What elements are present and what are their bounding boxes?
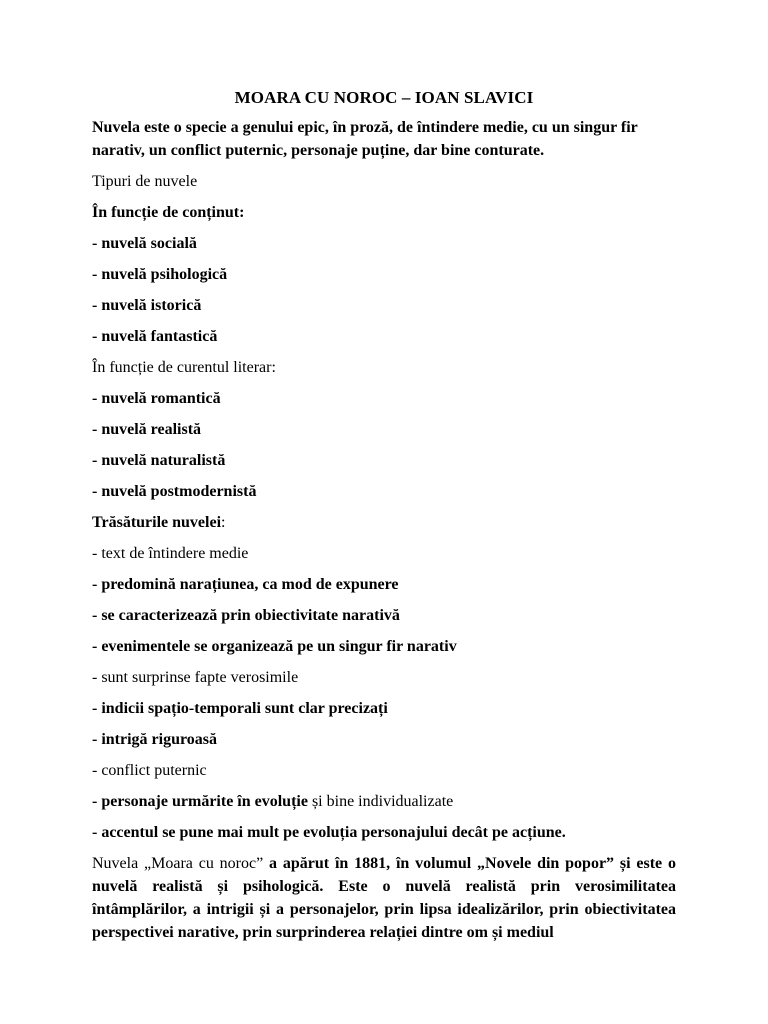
trait-item: - indicii spațio-temporali sunt clar precizați: [92, 700, 388, 717]
current-item: - nuvelă postmodernistă: [92, 483, 257, 500]
trait-item: - accentul se pune mai mult pe evoluția personajului decât pe acțiune.: [92, 824, 566, 841]
traits-heading-colon: :: [221, 514, 226, 531]
document-title: MOARA CU NOROC – IOAN SLAVICI: [234, 88, 534, 107]
current-item: - nuvelă naturalistă: [92, 452, 226, 469]
content-heading: În funcție de conținut:: [92, 204, 245, 221]
final-paragraph-start: Nuvela „Moara cu noroc”: [92, 855, 264, 872]
trait-item: - text de întindere medie: [92, 545, 249, 562]
content-item: - nuvelă socială: [92, 235, 197, 252]
trait-item: - conflict puternic: [92, 762, 207, 779]
types-heading: Tipuri de nuvele: [92, 173, 198, 190]
document-page: [92, 86, 676, 944]
trait-item-regular: și bine individualizate: [307, 793, 454, 810]
final-paragraph-body: a apărut în 1881, în volumul „Novele din popor” și este o nuvelă realistă și psihologică. Este o nuvelă realistă prin verosimilitatea întâmplărilor, a intrigii și a personajelor, prin lipsa idealizărilor, prin obiectivitatea perspectivei narative, prin surprinderea relației dintre om și mediul: [92, 855, 676, 941]
trait-item: - intrigă riguroasă: [92, 731, 218, 748]
intro-paragraph: Nuvela este o specie a genului epic, în proză, de întindere medie, cu un singur fir narativ, un conflict puternic, personaje puține, dar bine conturate.: [92, 119, 638, 159]
content-item: - nuvelă psihologică: [92, 266, 228, 283]
content-item: - nuvelă fantastică: [92, 328, 218, 345]
current-item: - nuvelă realistă: [92, 421, 202, 438]
current-heading: În funcție de curentul literar:: [92, 359, 276, 376]
current-item: - nuvelă romantică: [92, 390, 221, 407]
trait-item: [92, 790, 676, 813]
traits-heading: [92, 511, 676, 534]
trait-item: - predomină narațiunea, ca mod de expunere: [92, 576, 399, 593]
traits-heading-text: Trăsăturile nuvelei: [92, 514, 222, 531]
content-item: - nuvelă istorică: [92, 297, 202, 314]
trait-item-bold: - personaje urmărite în evoluție: [92, 793, 308, 810]
final-paragraph: [92, 852, 676, 944]
trait-item: - se caracterizează prin obiectivitate narativă: [92, 607, 400, 624]
trait-item: - evenimentele se organizează pe un singur fir narativ: [92, 638, 457, 655]
trait-item: - sunt surprinse fapte verosimile: [92, 669, 299, 686]
